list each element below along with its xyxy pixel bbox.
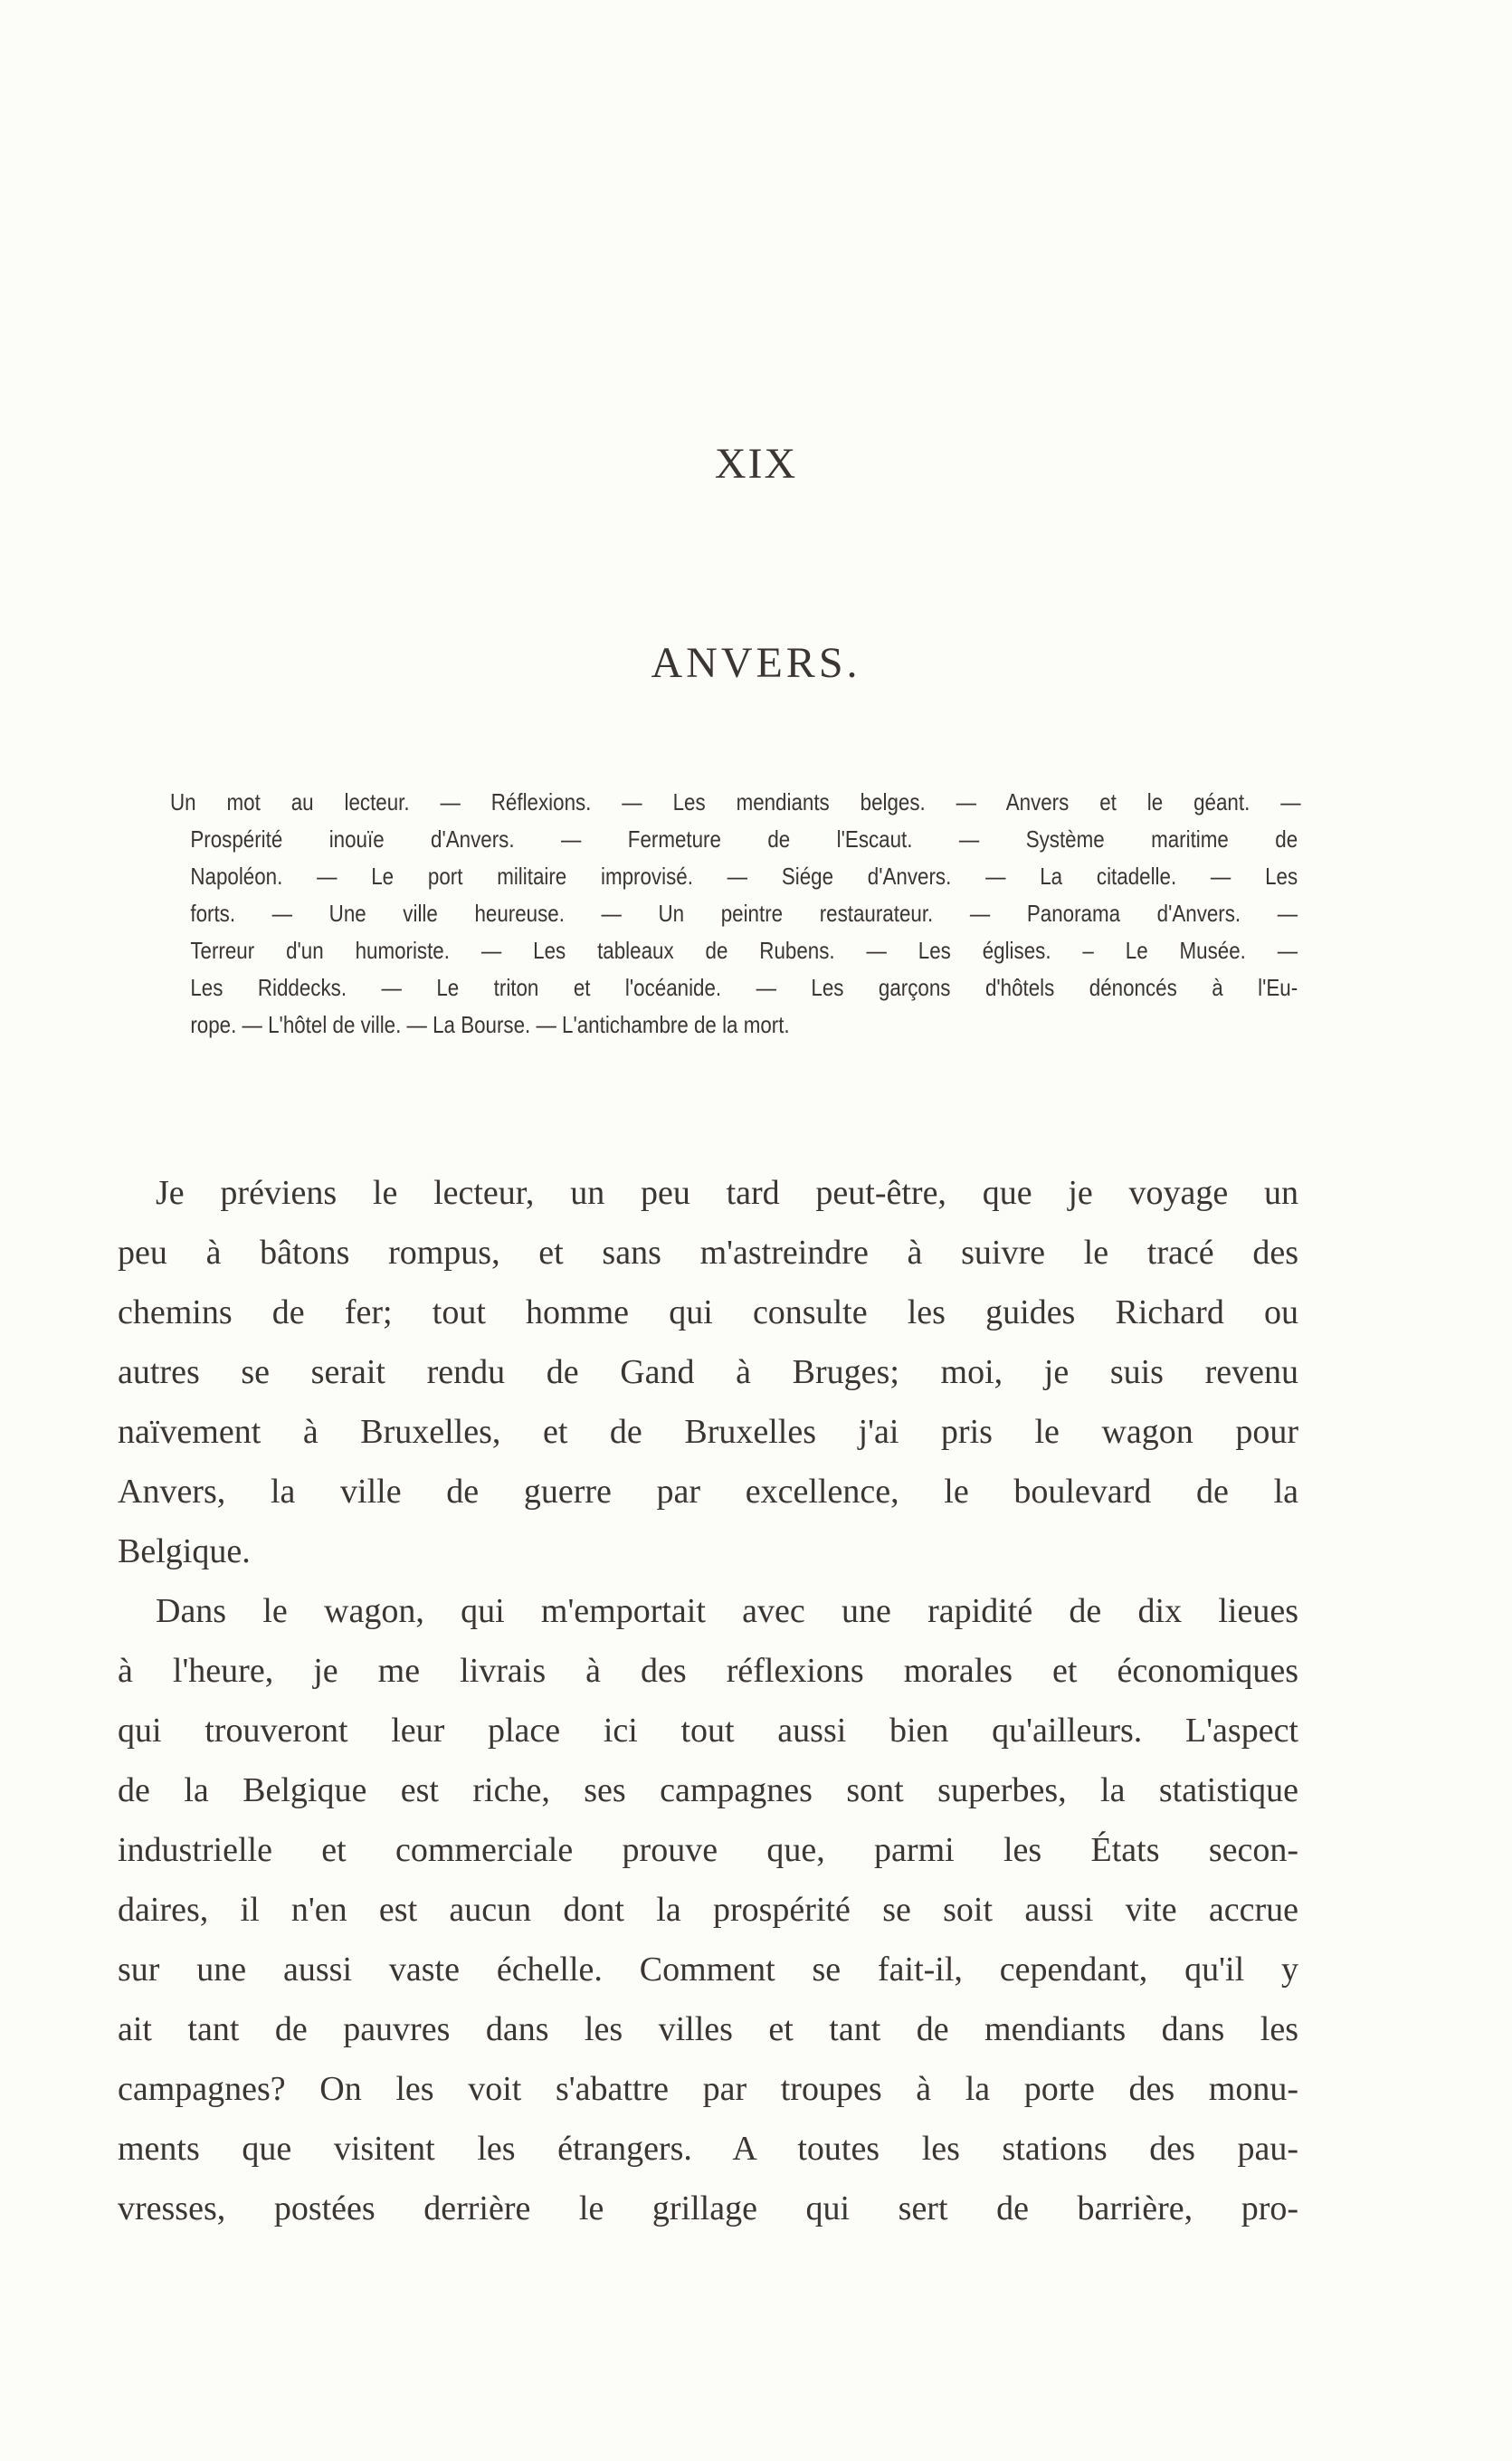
chapter-number: XIX bbox=[714, 440, 798, 488]
body-line: autres se serait rendu de Gand à Bruges; moi, je suis revenu bbox=[118, 1353, 1298, 1391]
chapter-title: ANVERS. bbox=[651, 639, 861, 687]
body-line: peu à bâtons rompus, et sans m'astreindre à suivre le tracé des bbox=[118, 1234, 1298, 1272]
body-line: naïvement à Bruxelles, et de Bruxelles j'ai pris le wagon pour bbox=[118, 1413, 1298, 1451]
summary-line: Un mot au lecteur. — Réflexions. — Les mendiants belges. — Anvers et le géant. — bbox=[170, 788, 1301, 816]
body-line: Belgique. bbox=[118, 1532, 251, 1570]
chapter-summary bbox=[170, 784, 1301, 1044]
body-line: chemins de fer; tout homme qui consulte les guides Richard ou bbox=[118, 1293, 1298, 1331]
body-line: daires, il n'en est aucun dont la prospérité se soit aussi vite accrue bbox=[118, 1891, 1298, 1929]
summary-line: Prospérité inouïe d'Anvers. — Fermeture de l'Escaut. — Système maritime de bbox=[190, 825, 1298, 853]
summary-line: Napoléon. — Le port militaire improvisé. — Siége d'Anvers. — La citadelle. — Les bbox=[190, 863, 1298, 890]
body-line: vresses, postées derrière le grillage qui sert de barrière, pro- bbox=[118, 2189, 1298, 2227]
body-line: de la Belgique est riche, ses campagnes sont superbes, la statistique bbox=[118, 1771, 1298, 1809]
body-line: Anvers, la ville de guerre par excellence, le boulevard de la bbox=[118, 1473, 1298, 1511]
body-line: Je préviens le lecteur, un peu tard peut-être, que je voyage un bbox=[156, 1174, 1298, 1212]
summary-line: Les Riddecks. — Le triton et l'océanide. — Les garçons d'hôtels dénoncés à l'Eu- bbox=[190, 974, 1298, 1001]
summary-line: forts. — Une ville heureuse. — Un peintre restaurateur. — Panorama d'Anvers. — bbox=[190, 900, 1298, 927]
body-text bbox=[118, 1163, 1298, 2238]
body-line: à l'heure, je me livrais à des réflexions morales et économiques bbox=[118, 1652, 1298, 1690]
body-line: sur une aussi vaste échelle. Comment se fait-il, cependant, qu'il y bbox=[118, 1951, 1298, 1989]
body-line: ait tant de pauvres dans les villes et tant de mendiants dans les bbox=[118, 2010, 1298, 2048]
body-line: ments que visitent les étrangers. A toutes les stations des pau- bbox=[118, 2130, 1298, 2168]
summary-line: rope. — L'hôtel de ville. — La Bourse. — L'antichambre de la mort. bbox=[190, 1011, 790, 1038]
body-line: campagnes? On les voit s'abattre par troupes à la porte des monu- bbox=[118, 2070, 1298, 2108]
body-line: Dans le wagon, qui m'emportait avec une rapidité de dix lieues bbox=[156, 1592, 1298, 1630]
summary-line: Terreur d'un humoriste. — Les tableaux de Rubens. — Les églises. – Le Musée. — bbox=[190, 937, 1298, 964]
body-line: qui trouveront leur place ici tout aussi bien qu'ailleurs. L'aspect bbox=[118, 1712, 1298, 1750]
body-line: industrielle et commerciale prouve que, parmi les États secon- bbox=[118, 1831, 1298, 1869]
